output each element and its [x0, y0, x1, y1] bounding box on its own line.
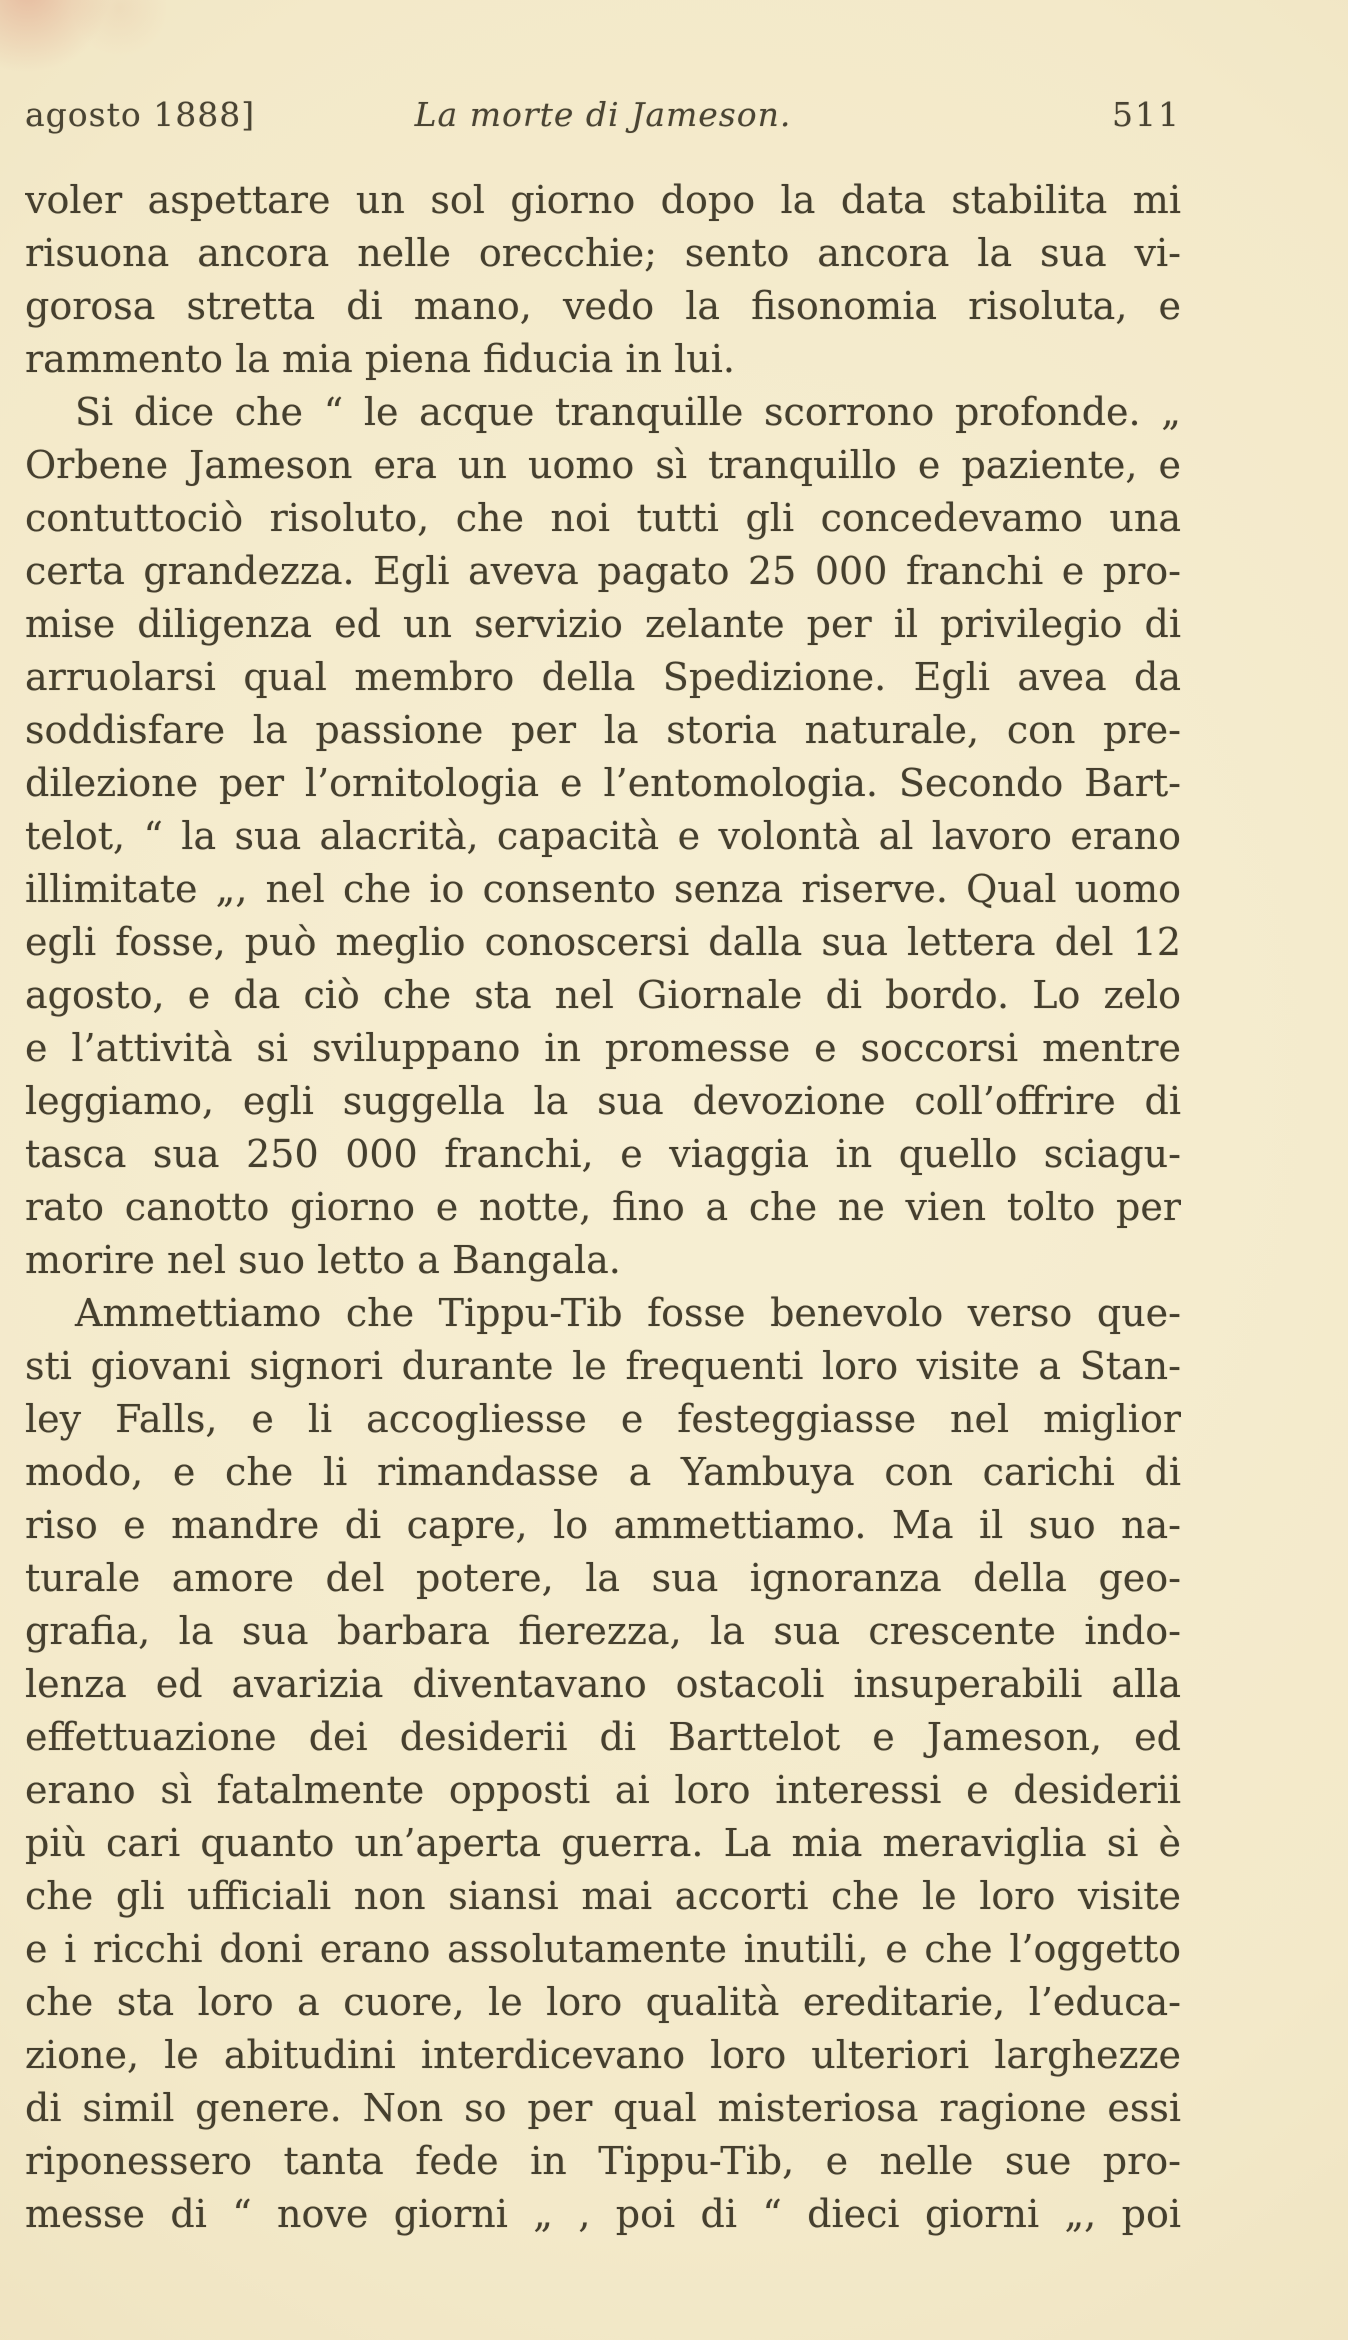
- text-line: zione, le abitudini interdicevano loro ulteriori larghezze: [25, 2033, 1181, 2077]
- book-page: [25, 96, 1181, 2241]
- text-line: Ammettiamo che Tippu-Tib fosse benevolo verso que-: [75, 1291, 1181, 1335]
- text-line: risuona ancora nelle orecchie; sento ancora la sua vi-: [25, 231, 1181, 275]
- text-line: mise diligenza ed un servizio zelante per il privilegio di: [25, 602, 1181, 646]
- text-line: Orbene Jameson era un uomo sì tranquillo e paziente, e: [25, 443, 1181, 487]
- text-line: più cari quanto un’aperta guerra. La mia meraviglia si è: [25, 1821, 1181, 1865]
- text-line: riso e mandre di capre, lo ammettiamo. Ma il suo na-: [25, 1503, 1181, 1547]
- text-line: messe di “ nove giorni „ , poi di “ dieci giorni „, poi: [25, 2192, 1181, 2236]
- text-line: voler aspettare un sol giorno dopo la data stabilita mi: [25, 178, 1181, 222]
- text-line: riponessero tanta fede in Tippu-Tib, e nelle sue pro-: [25, 2139, 1181, 2183]
- text-line: e i ricchi doni erano assolutamente inutili, e che l’oggetto: [25, 1927, 1181, 1971]
- text-line: grafia, la sua barbara fierezza, la sua crescente indo-: [25, 1609, 1181, 1653]
- text-block: [25, 174, 1181, 2241]
- text-line: effettuazione dei desiderii di Barttelot e Jameson, ed: [25, 1715, 1181, 1759]
- text-line: tasca sua 250 000 franchi, e viaggia in quello sciagu-: [25, 1132, 1181, 1176]
- text-line: dilezione per l’ornitologia e l’entomologia. Secondo Bart-: [25, 761, 1181, 805]
- text-line: certa grandezza. Egli aveva pagato 25 000 franchi e pro-: [25, 549, 1181, 593]
- header-title: La morte di Jameson.: [414, 95, 792, 134]
- text-line: di simil genere. Non so per qual misteriosa ragione essi: [25, 2086, 1181, 2130]
- text-line: soddisfare la passione per la storia naturale, con pre-: [25, 708, 1181, 752]
- text-line: che sta loro a cuore, le loro qualità ereditarie, l’educa-: [25, 1980, 1181, 2024]
- text-line: agosto, e da ciò che sta nel Giornale di bordo. Lo zelo: [25, 973, 1181, 1017]
- text-line: erano sì fatalmente opposti ai loro interessi e desiderii: [25, 1768, 1181, 1812]
- text-line: modo, e che li rimandasse a Yambuya con carichi di: [25, 1450, 1181, 1494]
- text-line: gorosa stretta di mano, vedo la fisonomia risoluta, e: [25, 284, 1181, 328]
- text-line: illimitate „, nel che io consento senza riserve. Qual uomo: [25, 867, 1181, 911]
- text-line: rammento la mia piena fiducia in lui.: [25, 337, 735, 381]
- text-line: lenza ed avarizia diventavano ostacoli insuperabili alla: [25, 1662, 1181, 1706]
- page-number: 511: [1112, 95, 1181, 134]
- text-line: rato canotto giorno e notte, fino a che ne vien tolto per: [25, 1185, 1181, 1229]
- text-line: morire nel suo letto a Bangala.: [25, 1238, 621, 1282]
- text-line: egli fosse, può meglio conoscersi dalla sua lettera del 12: [25, 920, 1181, 964]
- text-line: che gli ufficiali non siansi mai accorti che le loro visite: [25, 1874, 1181, 1918]
- text-line: e l’attività si sviluppano in promesse e soccorsi mentre: [25, 1026, 1181, 1070]
- text-line: arruolarsi qual membro della Spedizione. Egli avea da: [25, 655, 1181, 699]
- text-line: telot, “ la sua alacrità, capacità e volontà al lavoro erano: [25, 814, 1181, 858]
- running-head: [25, 96, 1181, 134]
- text-line: Si dice che “ le acque tranquille scorrono profonde. „: [75, 390, 1181, 434]
- text-line: turale amore del potere, la sua ignoranza della geo-: [25, 1556, 1181, 1600]
- text-line: ley Falls, e li accogliesse e festeggiasse nel miglior: [25, 1397, 1181, 1441]
- text-line: leggiamo, egli suggella la sua devozione coll’offrire di: [25, 1079, 1181, 1123]
- text-line: sti giovani signori durante le frequenti loro visite a Stan-: [25, 1344, 1181, 1388]
- header-date: agosto 1888]: [25, 95, 256, 134]
- text-line: contuttociò risoluto, che noi tutti gli concedevamo una: [25, 496, 1181, 540]
